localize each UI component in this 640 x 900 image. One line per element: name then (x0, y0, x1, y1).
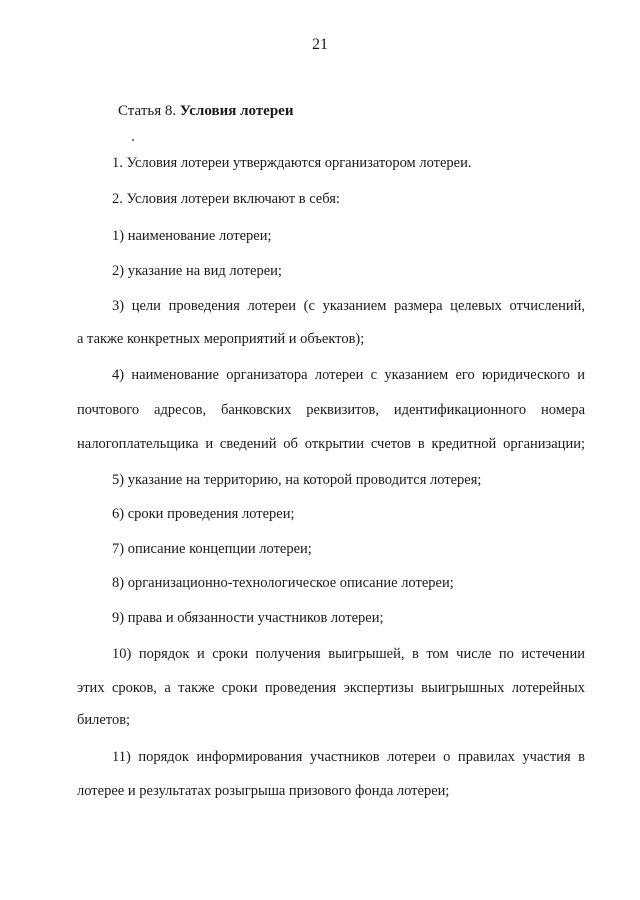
list-item-8: 8) организационно-технологическое описание лотереи; (112, 575, 454, 591)
list-item-2: 2) указание на вид лотереи; (112, 263, 282, 279)
article-number-label: Статья 8. (118, 103, 177, 119)
list-item-4-line-2: почтового адресов, банковских реквизитов, идентификационного номера (77, 402, 585, 418)
list-item-7: 7) описание концепции лотереи; (112, 541, 312, 557)
article-title: Условия лотереи (179, 103, 294, 119)
list-item-4-line-1: 4) наименование организатора лотереи с указанием его юридического и (112, 367, 585, 383)
list-item-6: 6) сроки проведения лотереи; (112, 506, 295, 522)
paragraph-2: 2. Условия лотереи включают в себя: (112, 191, 340, 207)
list-item-4-line-3: налогоплательщика и сведений об открытии счетов в кредитной организации; (77, 436, 585, 452)
list-item-10-line-3: билетов; (77, 712, 131, 728)
list-item-3-line-1: 3) цели проведения лотереи (с указанием размера целевых отчислений, (112, 298, 585, 314)
list-item-3-line-2: а также конкретных мероприятий и объектов); (77, 331, 365, 347)
page-number: 21 (312, 36, 328, 53)
list-item-10-line-2: этих сроков, а также сроки проведения экспертизы выигрышных лотерейных (77, 680, 585, 696)
scan-speck (132, 139, 134, 141)
article-heading (118, 103, 293, 120)
list-item-1: 1) наименование лотереи; (112, 228, 272, 244)
list-item-5: 5) указание на территорию, на которой проводится лотерея; (112, 472, 482, 488)
list-item-11-line-2: лотерее и результатах розыгрыша призового фонда лотереи; (77, 783, 450, 799)
list-item-10-line-1: 10) порядок и сроки получения выигрышей, в том числе по истечении (112, 646, 585, 662)
paragraph-1: 1. Условия лотереи утверждаются организатором лотереи. (112, 155, 472, 171)
list-item-9: 9) права и обязанности участников лотереи; (112, 610, 384, 626)
list-item-11-line-1: 11) порядок информирования участников лотереи о правилах участия в (112, 749, 585, 765)
